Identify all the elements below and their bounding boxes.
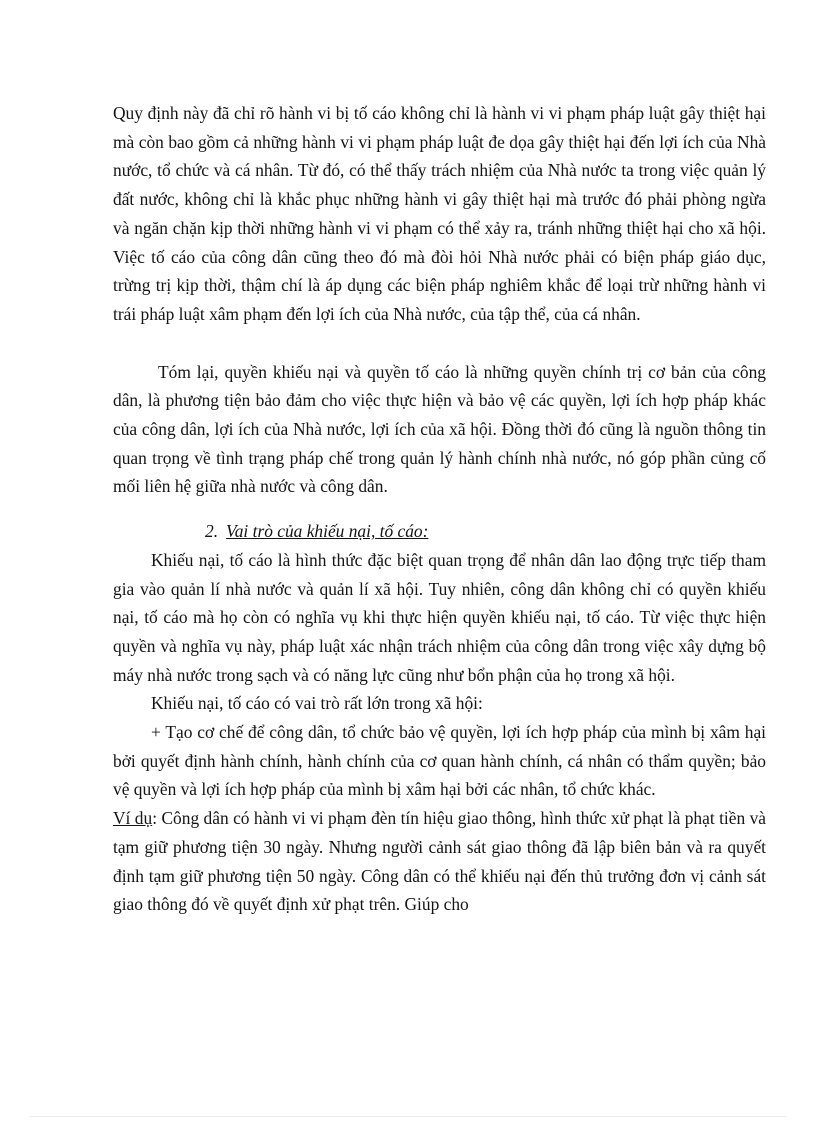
paragraph-5: + Tạo cơ chế để công dân, tổ chức bảo vệ quyền, lợi ích hợp pháp của mình bị xâm hại bởi quyết định hành chính, hành chính của cơ quan hành chính, cá nhân có thẩm quyền; bảo vệ quyền và lợi ích hợp pháp của mình bị xâm hại bởi các nhân, tổ chức khác. xyxy=(113,722,766,800)
example-label: Ví dụ xyxy=(113,808,153,829)
paragraph-spacer xyxy=(113,329,766,358)
section-title: Vai trò của khiếu nại, tố cáo: xyxy=(226,521,429,542)
paragraph-4: Khiếu nại, tố cáo có vai trò rất lớn trong xã hội: xyxy=(151,693,483,714)
section-number: 2. xyxy=(205,521,219,542)
paragraph-2: Tóm lại, quyền khiếu nại và quyền tố cáo là những quyền chính trị cơ bản của công dân, là phương tiện bảo đảm cho việc thực hiện và bảo vệ các quyền, lợi ích hợp pháp khác của công dân, lợi ích của Nhà nước, lợi ích của xã hội. Đồng thời đó cũng là nguồn thông tin quan trọng về tình trạng pháp chế trong quản lý hành chính nhà nước, nó góp phần củng cố mối liên hệ giữa nhà nước và công dân. xyxy=(113,361,766,497)
paragraph-1: Quy định này đã chỉ rõ hành vi bị tố cáo không chỉ là hành vi vi phạm pháp luật gây thiệt hại mà còn bao gồm cả những hành vi vi phạm pháp luật đe dọa gây thiệt hại đến lợi ích của Nhà nước, tổ chức và cá nhân. Từ đó, có thể thấy trách nhiệm của Nhà nước ta trong việc quản lý đất nước, không chỉ là khắc phục những hành vi gây thiệt hại mà trước đó phải phòng ngừa và ngăn chặn kịp thời những hành vi vi phạm có thể xảy ra, tránh những thiệt hại cho xã hội. Việc tố cáo của công dân cũng theo đó mà đòi hỏi Nhà nước phải có biện pháp giáo dục, trừng trị kịp thời, thậm chí là áp dụng các biện pháp nghiêm khắc để loại trừ những hành vi trái pháp luật xâm phạm đến lợi ích của Nhà nước, của tập thể, của cá nhân. xyxy=(113,103,766,324)
section-heading xyxy=(113,517,766,546)
page-bottom-divider xyxy=(30,1116,786,1117)
paragraph-3: Khiếu nại, tố cáo là hình thức đặc biệt quan trọng để nhân dân lao động trực tiếp tham gia vào quản lí nhà nước và quản lí xã hội. Tuy nhiên, công dân không chỉ có quyền khiếu nại, tố cáo mà họ còn có nghĩa vụ khi thực hiện quyền khiếu nại, tố cáo. Từ việc thực hiện quyền và nghĩa vụ này, pháp luật xác nhận trách nhiệm của công dân trong việc xây dựng bộ máy nhà nước trong sạch và có năng lực cũng như bổn phận của họ trong xã hội. xyxy=(113,549,766,685)
example-separator: : xyxy=(152,808,158,829)
example-paragraph xyxy=(113,804,766,919)
example-text: Công dân có hành vi vi phạm đèn tín hiệu giao thông, hình thức xử phạt là phạt tiền và tạm giữ phương tiện 30 ngày. Nhưng người cảnh sát giao thông đã lập biên bản và ra quyết định tạm giữ phương tiện 50 ngày. Công dân có thể khiếu nại đến thủ trưởng đơn vị cảnh sát giao thông đó về quyết định xử phạt trên. Giúp cho xyxy=(113,808,766,915)
document-body xyxy=(113,99,766,919)
